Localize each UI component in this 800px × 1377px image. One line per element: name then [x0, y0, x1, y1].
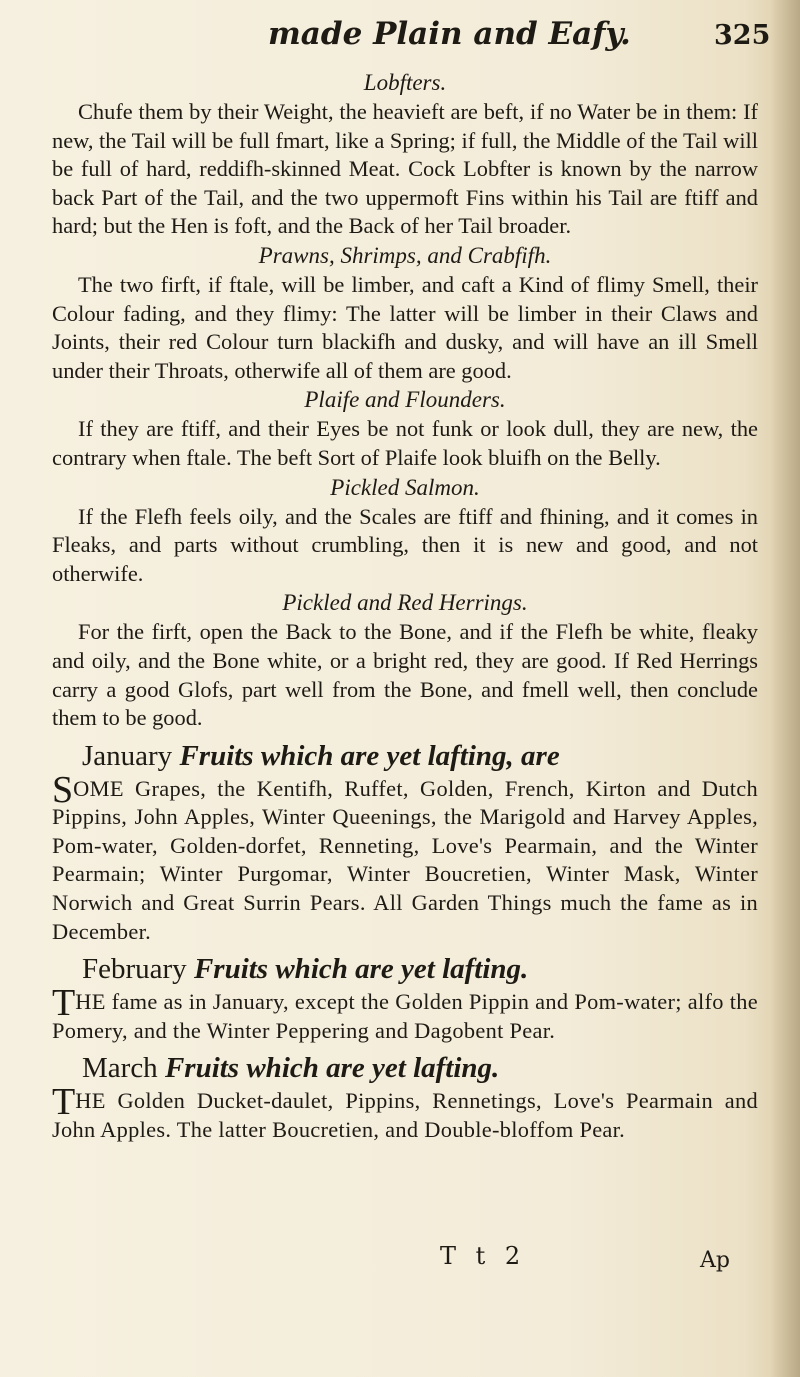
page-header [0, 8, 800, 60]
month-january [52, 739, 758, 947]
month-text: HE Golden Ducket-daulet, Pippins, Rennetings, Love's Pearmain and John Apples. The latter Boucretien, and Double-bloffom Pear. [52, 1088, 758, 1143]
section-paragraph: Chufe them by their Weight, the heavieft are beft, if no Water be in them: If new, the Tail will be full fmart, like a Spring; if full, the Middle of the Tail will be full of hard, reddifh-skinned Meat. Cock Lobfter is known by the narrow back Part of the Tail, and the two uppermoft Fins within his Tail are ftiff and hard; but the Hen is foft, and the Back of her Tail broader. [52, 99, 758, 239]
section-heading: Prawns, Shrimps, and Crabfifh. [258, 242, 552, 268]
body-text [52, 68, 758, 1145]
month-heading [52, 739, 758, 773]
section-paragraph: If the Flefh feels oily, and the Scales are ftiff and fhining, and it comes in Fleaks, and parts without crumbling, then it is new and good, and not otherwife. [52, 503, 758, 586]
fruits-heading: Fruits which are yet lafting, are [179, 739, 560, 772]
section-lobsters [52, 68, 758, 241]
section-heading: Pickled and Red Herrings. [282, 590, 528, 616]
drop-cap: T [52, 982, 76, 1025]
month-name: February [82, 953, 187, 986]
page-number: 325 [714, 20, 771, 51]
section-paragraph: If they are ftiff, and their Eyes be not funk or look dull, they are new, the contrary when ftale. The beft Sort of Plaife look bluifh on the Belly. [52, 416, 758, 470]
month-february [52, 952, 758, 1045]
month-text: HE fame as in January, except the Golden Pippin and Pom-water; alfo the Pomery, and the Winter Peppering and Dagobent Pear. [52, 989, 758, 1043]
month-paragraph [52, 768, 758, 947]
section-heading: Plaife and Flounders. [304, 387, 506, 413]
month-name: January [82, 739, 173, 772]
drop-cap: S [52, 768, 74, 811]
month-name: March [82, 1052, 158, 1085]
section-herrings [52, 588, 758, 732]
page-edge-shadow [770, 0, 800, 1377]
section-plaise [52, 385, 758, 472]
section-heading: Lobfters. [363, 70, 447, 95]
drop-cap: T [52, 1081, 76, 1124]
fruits-heading: Fruits which are yet lafting. [164, 1052, 500, 1085]
section-paragraph: For the firft, open the Back to the Bone, and if the Flefh be white, fleaky and oily, and the Bone white, or a bright red, they are good. If Red Herrings carry a good Glofs, part well from the Bone, and fmell well, then conclude them to be good. [52, 619, 758, 731]
fruits-heading: Fruits which are yet lafting. [193, 953, 529, 986]
section-prawns [52, 241, 758, 385]
signature-mark: T t 2 [440, 1242, 527, 1270]
month-heading [52, 952, 758, 986]
month-paragraph [52, 982, 758, 1045]
month-heading [52, 1051, 758, 1085]
month-march [52, 1051, 758, 1144]
section-paragraph: The two firft, if ftale, will be limber, and caft a Kind of flimy Smell, their Colour fading, and they flimy: The latter will be limber in their Claws and Joints, their red Colour turn blackifh and dusky, and will have an ill Smell under their Throats, otherwife all of them are good. [52, 271, 758, 383]
month-paragraph [52, 1081, 758, 1144]
catchword: Ap [700, 1248, 730, 1273]
month-text: OME Grapes, the Kentifh, Ruffet, Golden, French, Kirton and Dutch Pippins, John Apples, Winter Queenings, the Marigold and Harvey Apples, Pom-water, Golden-dorfet, Renneting, Love's Pearmain, and the Winter Pearmain; Winter Purgomar, Winter Boucretien, Winter Mask, Winter Norwich and Great Surrin Pears. All Garden Things much the fame as in December. [52, 775, 758, 944]
running-head: made Plain and Eafy. [268, 16, 631, 52]
section-heading: Pickled Salmon. [330, 474, 480, 500]
section-pickled-salmon [52, 473, 758, 589]
